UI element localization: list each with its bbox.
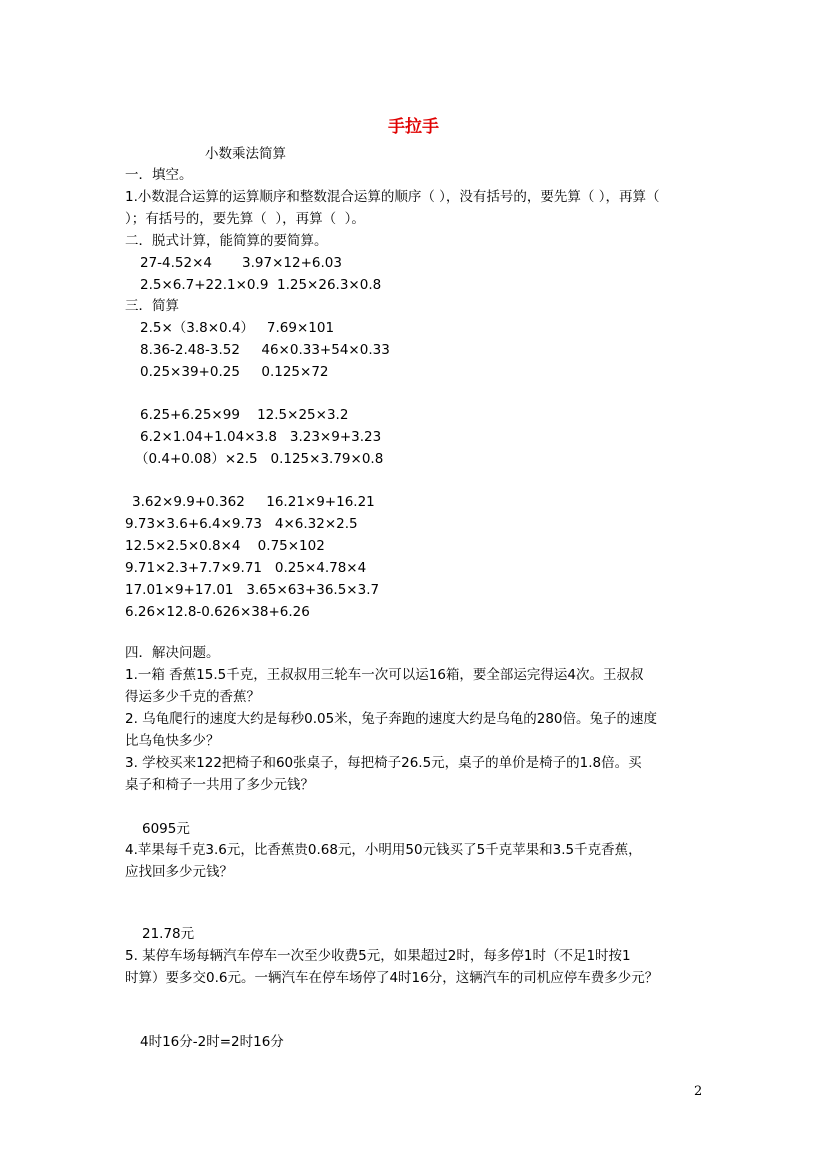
problem5-answer: 4时16分-2时=2时16分	[140, 1034, 284, 1050]
problem4-line1: 4.苹果每千克3.6元，比香蕉贵0.68元，小明用50元钱买了5千克苹果和3.5千克香蕉，	[125, 842, 642, 858]
problem1-line2: 得运多少千克的香蕉？	[125, 689, 260, 705]
calc-row: （0.4+0.08）×2.5 0.125×3.79×0.8	[135, 451, 384, 467]
problem2-line2: 比乌龟快多少？	[125, 733, 220, 749]
problem3-answer: 6095元	[142, 821, 190, 837]
page-number: 2	[694, 1084, 703, 1099]
section4-heading: 四．解决问题。	[125, 645, 220, 661]
calc-row: 8.36-2.48-3.52 46×0.33+54×0.33	[140, 342, 390, 358]
calc-row: 6.2×1.04+1.04×3.8 3.23×9+3.23	[140, 429, 382, 445]
section2-row2: 2.5×6.7+22.1×0.9 1.25×26.3×0.8	[140, 277, 382, 293]
calc-row: 3.62×9.9+0.362 16.21×9+16.21	[132, 494, 375, 510]
q1-line1: 1.小数混合运算的运算顺序和整数混合运算的顺序（ ），没有括号的，要先算（ ），再算（	[125, 189, 660, 205]
subtitle: 小数乘法简算	[205, 146, 286, 162]
problem4-answer: 21.78元	[142, 926, 195, 942]
problem5-line1: 5. 某停车场每辆汽车停车一次至少收费5元，如果超过2时，每多停1时（不足1时按1	[125, 948, 631, 964]
calc-row: 12.5×2.5×0.8×4 0.75×102	[125, 538, 325, 554]
calc-row: 17.01×9+17.01 3.65×63+36.5×3.7	[125, 582, 380, 598]
section3-heading: 三．简算	[125, 298, 179, 314]
problem4-line2: 应找回多少元钱？	[125, 864, 233, 880]
page-title: 手拉手	[388, 117, 439, 137]
calc-row: 0.25×39+0.25 0.125×72	[140, 364, 329, 380]
calc-row: 2.5×（3.8×0.4） 7.69×101	[140, 320, 335, 336]
calc-row: 9.71×2.3+7.7×9.71 0.25×4.78×4	[125, 560, 367, 576]
section1-heading: 一．填空。	[125, 167, 193, 183]
section2-heading: 二．脱式计算，能简算的要简算。	[125, 233, 328, 249]
q1-line2: ）；有括号的，要先算（ ），再算（ ）。	[125, 211, 365, 227]
calc-row: 9.73×3.6+6.4×9.73 4×6.32×2.5	[125, 516, 358, 532]
calc-row: 6.25+6.25×99 12.5×25×3.2	[140, 407, 349, 423]
problem3-line1: 3. 学校买来122把椅子和60张桌子，每把椅子26.5元，桌子的单价是椅子的1.8倍。买	[125, 755, 642, 771]
section2-row1: 27-4.52×4 3.97×12+6.03	[140, 255, 342, 271]
problem3-line2: 桌子和椅子一共用了多少元钱？	[125, 777, 314, 793]
problem5-line2: 时算）要多交0.6元。一辆汽车在停车场停了4时16分，这辆汽车的司机应停车费多少元？	[125, 970, 659, 986]
problem2-line1: 2. 乌龟爬行的速度大约是每秒0.05米，兔子奔跑的速度大约是乌龟的280倍。兔子的速度	[125, 711, 657, 727]
problem1-line1: 1.一箱 香蕉15.5千克，王叔叔用三轮车一次可以运16箱，要全部运完得运4次。王叔叔	[125, 667, 644, 683]
calc-row: 6.26×12.8-0.626×38+6.26	[125, 604, 310, 620]
